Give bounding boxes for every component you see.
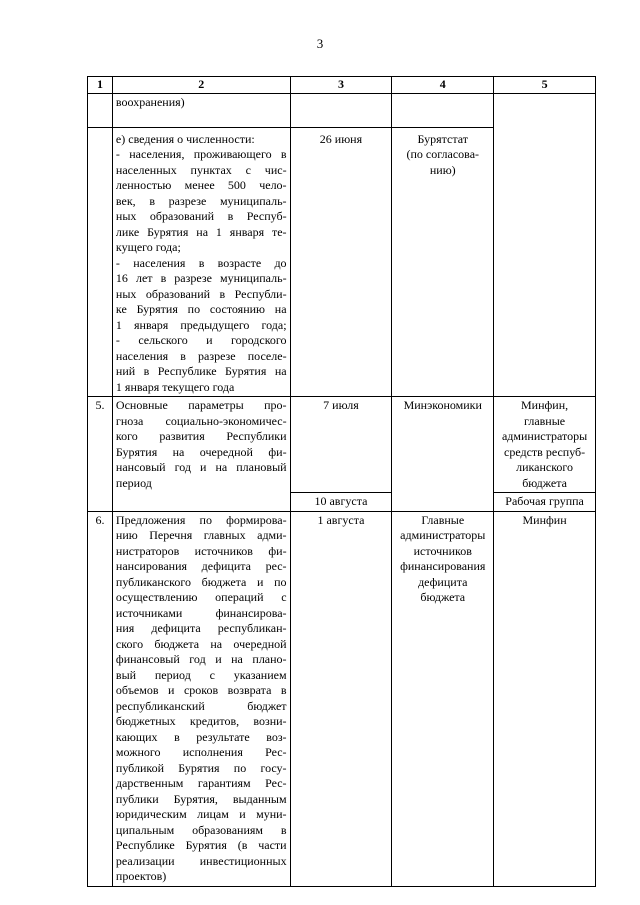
text-line: период — [115, 475, 152, 490]
text-line: ний в Республике Бурятия на — [115, 364, 287, 378]
text-line: 1 января предыдущего года; — [115, 317, 287, 332]
cell-description — [112, 511, 290, 886]
cell-description — [112, 93, 290, 127]
cell-participants — [494, 397, 596, 493]
text-line: можного исполнения Рес- — [115, 745, 287, 759]
text-line: кающих в результате воз- — [115, 729, 287, 744]
text-line: кущего года; — [115, 240, 181, 254]
text-line: ципальным образованиям в — [115, 822, 287, 837]
header-col-4: 4 — [392, 77, 494, 94]
text-line: вый период с указанием — [115, 667, 287, 682]
text-line: гноза социально-экономичес- — [115, 413, 287, 428]
text-line: юридическим лицам и муни- — [115, 807, 287, 821]
row-5-description — [116, 398, 287, 491]
header-col-1: 1 — [88, 77, 113, 94]
text-line: населенных пунктах с чис- — [115, 162, 287, 177]
cell-num: 6. — [88, 511, 113, 886]
text-line: ных образований в Республи- — [115, 286, 287, 301]
header-col-3: 3 — [290, 77, 392, 94]
cell-date: 1 августа — [290, 511, 392, 886]
text-line: ке Бурятия по состоянию на — [115, 302, 287, 316]
text-line: главные — [524, 413, 566, 428]
text-line: населения в разрезе поселе- — [115, 348, 287, 363]
text-line: Главные — [421, 512, 465, 527]
table-row-continuation — [88, 93, 596, 127]
text-line: нию) — [429, 162, 456, 177]
cell-date — [290, 93, 392, 127]
header-col-2: 2 — [112, 77, 290, 94]
cell-num: 5. — [88, 397, 113, 512]
cell-date: 26 июня — [290, 127, 392, 397]
text-line: век, в разрезе муниципаль- — [115, 193, 287, 208]
text-line: (по согласова- — [406, 147, 480, 161]
text-line: - населения в возрасте до — [115, 255, 287, 270]
text-line: проектов) — [115, 869, 167, 883]
text-line: 16 лет в разрезе муниципаль- — [115, 271, 287, 285]
text-line: лике Бурятия на 1 января те- — [115, 224, 287, 239]
cell-responsible — [392, 93, 494, 127]
header-col-5: 5 — [494, 77, 596, 94]
text-line: администраторы — [501, 429, 588, 443]
text-line: кого развития Республики — [115, 429, 287, 443]
text-line: ленностью менее 500 чело- — [115, 178, 287, 192]
cell-date-b: 10 августа — [290, 493, 392, 512]
text-line: бюджета — [420, 590, 466, 604]
text-line: Минфин, — [521, 398, 569, 412]
text-line: объемов и сроков возврата в — [115, 683, 287, 697]
row-6-responsible — [395, 513, 490, 606]
cell-participants: Минфин — [494, 511, 596, 886]
row-e-description — [116, 132, 287, 396]
text-line: публики Бурятия, выданным — [115, 791, 287, 806]
text-line: - сельского и городского — [115, 333, 287, 347]
text-line: Республике Бурятия (в части — [115, 838, 287, 852]
text-line: 1 января текущего года — [115, 379, 235, 394]
page-number: 3 — [316, 36, 324, 51]
text-line: бюджета — [522, 475, 567, 490]
text-line: финансирования — [400, 559, 486, 573]
continuation-text: воохранения) — [115, 94, 185, 109]
text-line: Предложения по формирова- — [115, 512, 287, 527]
text-line: Основные параметры про- — [115, 398, 287, 412]
text-line: публикой Бурятия по госу- — [115, 760, 287, 775]
text-line: финансовый год и на плано- — [115, 652, 287, 666]
text-line: средств респуб- — [504, 444, 586, 459]
row-6-description — [116, 513, 287, 885]
text-line: нистраторов источников фи- — [115, 543, 287, 558]
text-line: - населения, проживающего в — [115, 147, 287, 161]
text-line: источников — [413, 543, 472, 558]
cell-num — [88, 127, 113, 397]
text-line: публиканского бюджета и по — [115, 574, 287, 589]
text-line: бюджетных кредитов, возни- — [115, 714, 287, 728]
text-line: администраторы — [400, 528, 486, 542]
text-line: нансовый год и на плановый — [115, 460, 287, 474]
table-header-row — [88, 77, 596, 94]
cell-participants-b: Рабочая группа — [494, 493, 596, 512]
text-line: дарственным гарантиям Рес- — [115, 776, 287, 790]
text-line: ных образований в Респуб- — [115, 209, 287, 223]
schedule-table — [87, 76, 596, 887]
text-line: ского бюджета на очередной — [115, 636, 287, 651]
text-line: республиканский бюджет — [115, 698, 287, 713]
text-line: источниками финансирова- — [115, 605, 287, 620]
cell-responsible — [392, 511, 494, 886]
table-row-5 — [88, 397, 596, 493]
text-line: е) сведения о численности: — [115, 131, 255, 146]
cell-description — [112, 397, 290, 512]
table-row-6 — [88, 511, 596, 886]
cell-date: 7 июля — [290, 397, 392, 493]
text-line: осуществлению операций с — [115, 590, 287, 604]
row-e-responsible — [395, 132, 490, 179]
text-line: Бурятстат — [417, 131, 468, 146]
text-line: нию Перечня главных адми- — [115, 528, 287, 542]
text-line: дефицита — [418, 574, 468, 589]
text-line: нансирования дефицита рес- — [115, 559, 287, 573]
cell-responsible — [392, 127, 494, 397]
row-5-participants — [497, 398, 592, 491]
text-line: реализации инвестиционных — [115, 853, 287, 868]
text-line: ликанского — [516, 460, 574, 474]
text-line: Бурятия на очередной фи- — [115, 444, 287, 459]
cell-participants — [494, 93, 596, 397]
cell-num — [88, 93, 113, 127]
cell-responsible: Минэкономики — [392, 397, 494, 512]
text-line: ния дефицита республикан- — [115, 621, 287, 635]
cell-description — [112, 127, 290, 397]
